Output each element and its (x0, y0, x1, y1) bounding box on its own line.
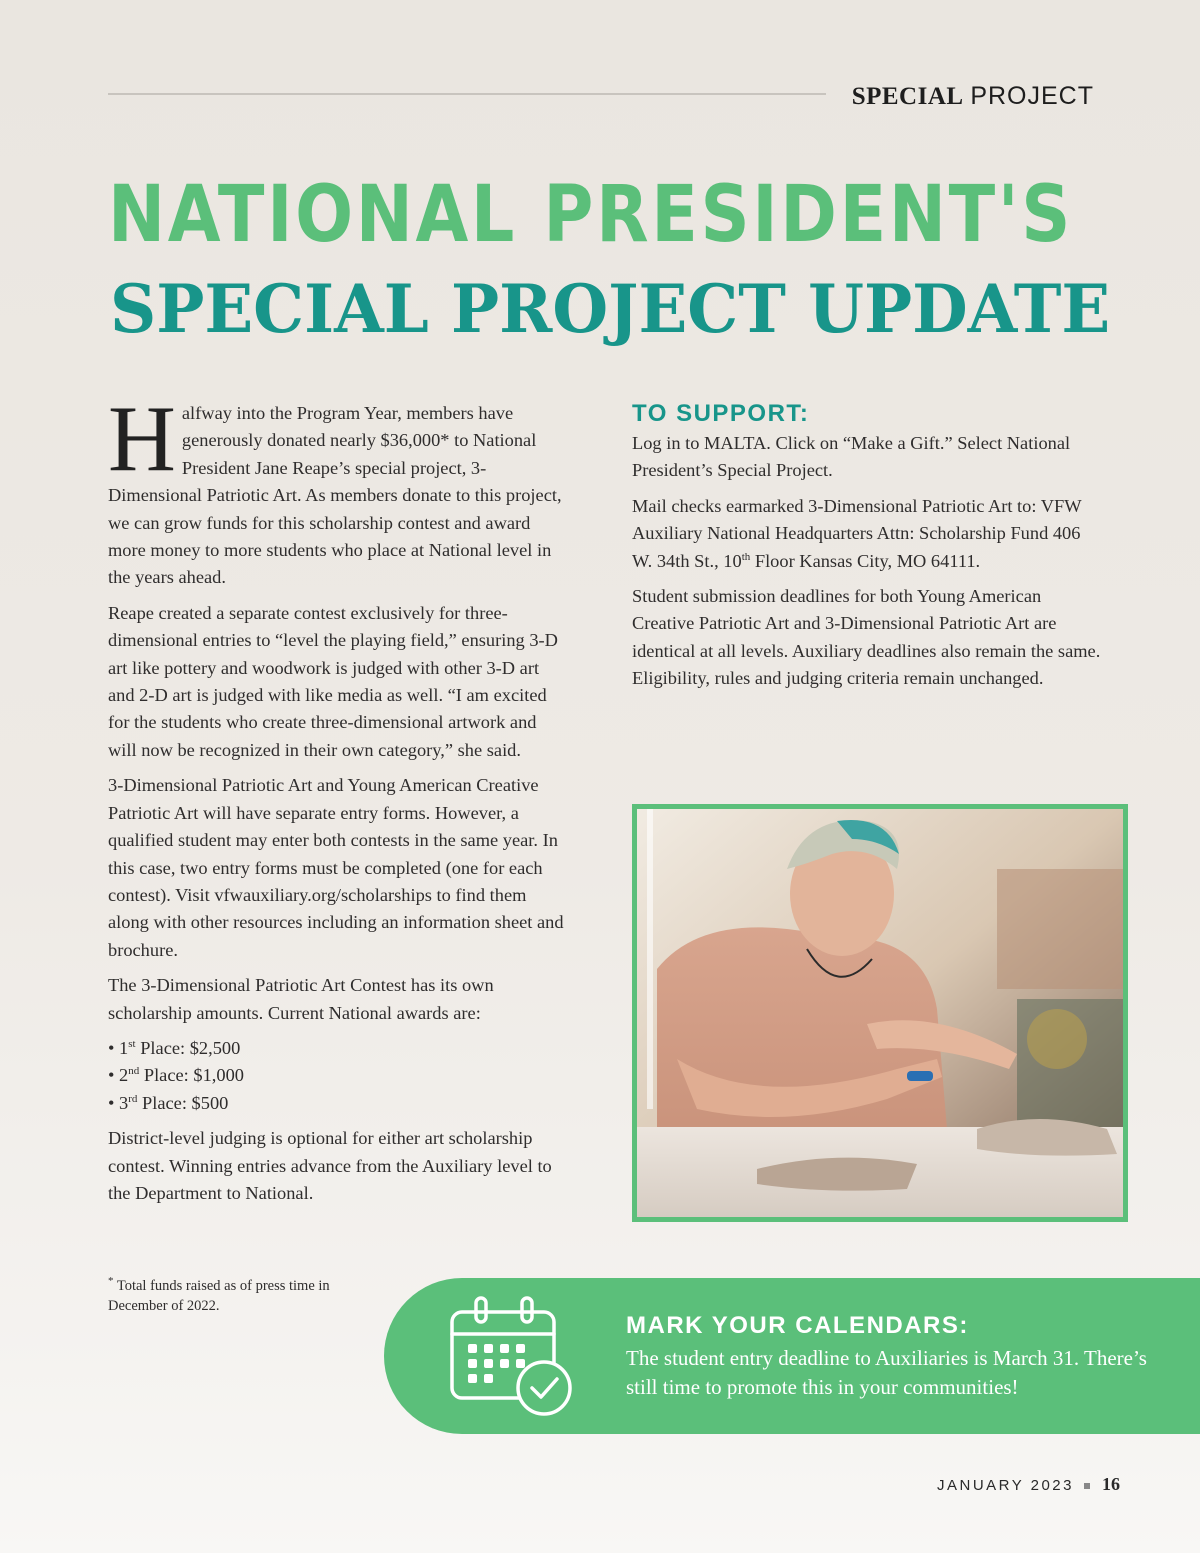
support-mail: Mail checks earmarked 3-Dimensional Patriotic Art to: VFW Auxiliary National Headquarters Attn: Scholarship Fund 406 W. 34th St., 10th Floor Kansas City, MO 64111. (632, 495, 1082, 571)
award-item: • 2nd Place: $1,000 (108, 1065, 244, 1086)
calendar-banner (384, 1278, 1200, 1434)
footer-separator (1084, 1483, 1090, 1489)
section-label-bold: SPECIAL (851, 83, 964, 110)
header-rule (108, 93, 826, 95)
intro-text: alfway into the Program Year, members have generously donated nearly $36,000* to National President Jane Reape’s special project, 3-Dimensional Patriotic Art. As members donate to this project, we can grow funds for this scholarship contest and award more money to more students who place at National level in the years ahead. (108, 403, 562, 588)
drop-cap: H (108, 387, 176, 491)
student-pottery-photo (637, 809, 1123, 1217)
section-label-light: PROJECT (970, 82, 1094, 110)
right-column (632, 398, 1102, 701)
paragraph-reape: Reape created a separate contest exclusively for three-dimensional entries to “level the playing field,” ensuring 3-D art like pottery and woodwork is judged with other 3-D art and 2-D art is judged with like media as well. “I am excited for the students who create three-dimensional artwork and will now be recognized in their own category,” she said. (108, 602, 558, 760)
support-malta: Log in to MALTA. Click on “Make a Gift.” Select National President’s Special Project. (632, 433, 1071, 481)
footnote-text: Total funds raised as of press time in December of 2022. (108, 1278, 330, 1314)
photo-frame (632, 804, 1128, 1222)
page-title-line1: NATIONAL PRESIDENT'S (108, 170, 1074, 260)
issue-date: JANUARY 2023 (936, 1477, 1074, 1494)
award-item: • 1st Place: $2,500 (108, 1037, 241, 1058)
page-title-line2: SPECIAL PROJECT UPDATE (110, 270, 1111, 348)
page-number: 16 (1102, 1474, 1120, 1494)
calendar-heading: MARK YOUR CALENDARS: (626, 1312, 969, 1339)
footnote (108, 1276, 378, 1316)
page-footer (937, 1474, 1120, 1495)
paragraph-entry-forms: 3-Dimensional Patriotic Art and Young American Creative Patriotic Art will have separate entry forms. However, a qualified student may enter both contests in the same year. In this case, two entry forms must be completed (one for each contest). Visit vfwauxiliary.org/scholarships to find them along with other resources including an information sheet and brochure. (108, 775, 564, 960)
intro-paragraph (108, 387, 568, 592)
support-deadlines: Student submission deadlines for both Young American Creative Patriotic Art and 3-Dimensional Patriotic Art are identical at all levels. Auxiliary deadlines also remain the same. Eligibility, rules and judging criteria remain unchanged. (632, 586, 1101, 689)
left-column (108, 387, 568, 1215)
section-label (852, 82, 1094, 111)
calendar-text: The student entry deadline to Auxiliaries is March 31. There’s still time to promote this in your communities! (626, 1346, 1147, 1399)
paragraph-district: District-level judging is optional for either art scholarship contest. Winning entries advance from the Auxiliary level to the Department to National. (108, 1128, 552, 1203)
paragraph-awards-intro: The 3-Dimensional Patriotic Art Contest has its own scholarship amounts. Current National awards are: (108, 975, 494, 1023)
awards-list (108, 1035, 568, 1117)
calendar-check-icon (442, 1292, 574, 1418)
support-heading: TO SUPPORT: (632, 400, 810, 427)
footnote-marker: * (108, 1275, 114, 1288)
award-item: • 3rd Place: $500 (108, 1092, 229, 1113)
